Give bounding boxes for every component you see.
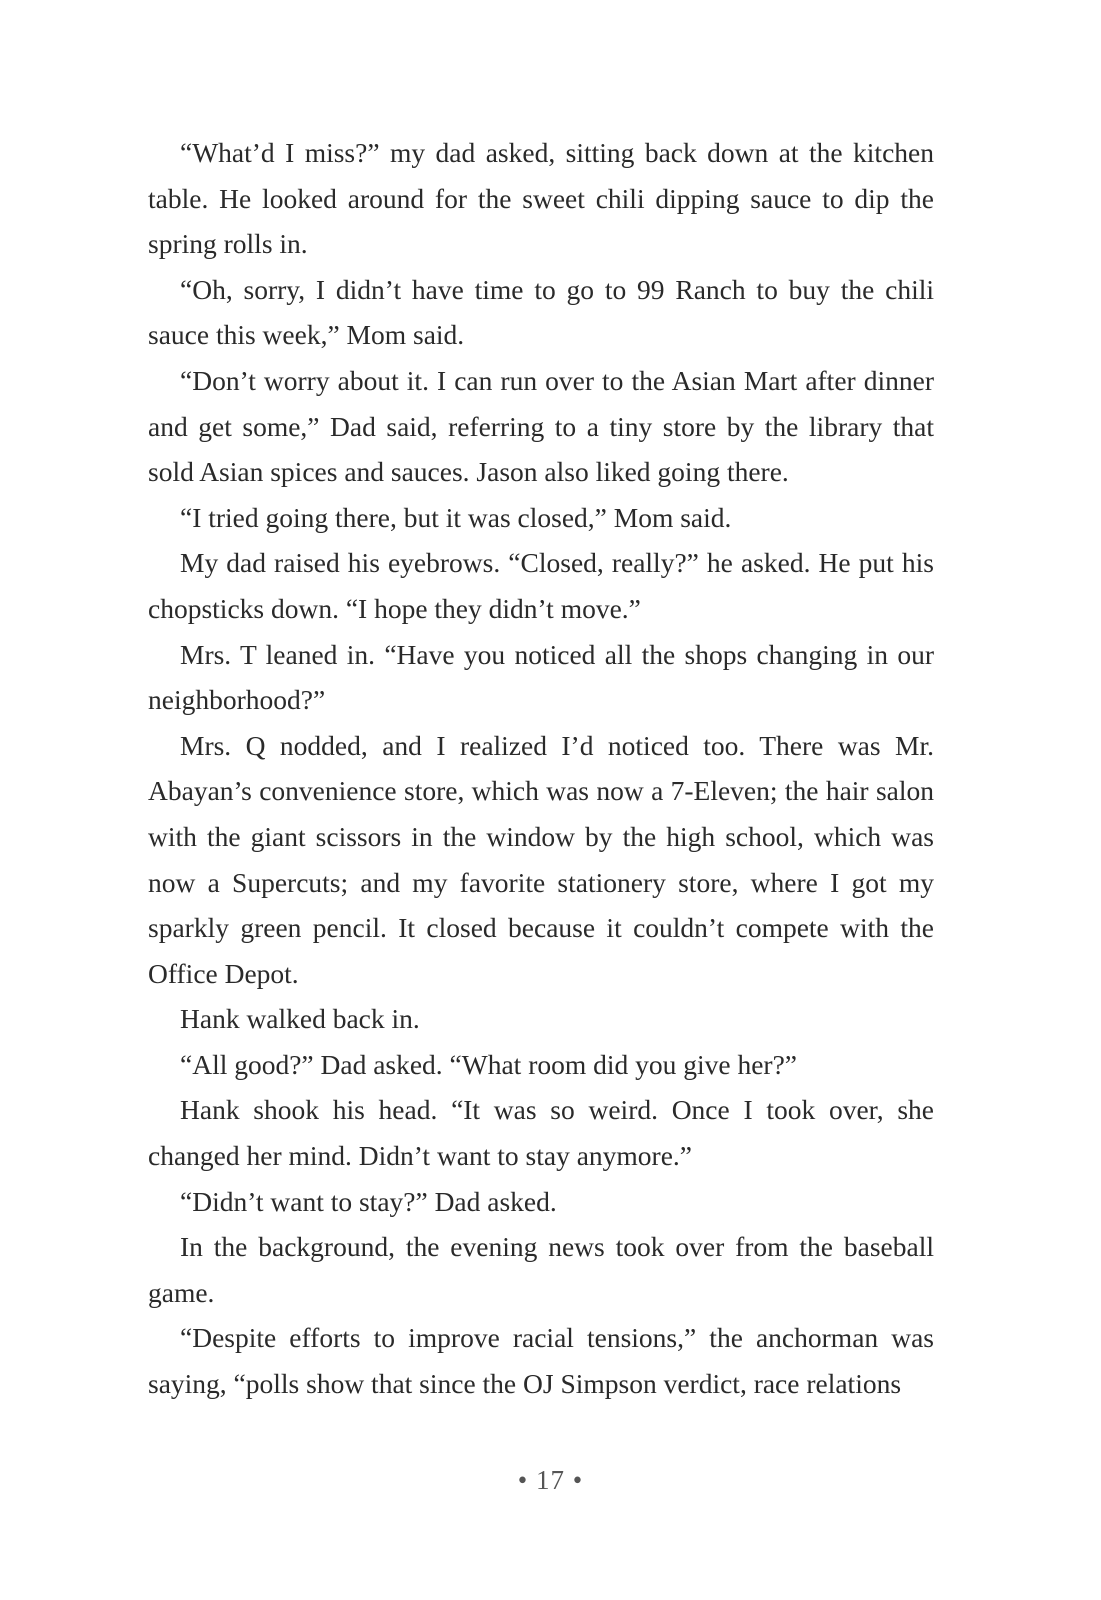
paragraph: “Don’t worry about it. I can run over to the Asian Mart after dinner and get some,” Dad said, referring to a tiny store by the library that sold Asian spices and sauces. Jason also liked going there. xyxy=(148,364,934,488)
paragraph: “What’d I miss?” my dad asked, sitting back down at the kitchen table. He looked around for the sweet chili dipping sauce to dip the spring rolls in. xyxy=(148,137,934,260)
paragraph: “All good?” Dad asked. “What room did you give her?” xyxy=(180,1048,798,1080)
page-number: • 17 • xyxy=(517,1465,584,1495)
paragraph: “I tried going there, but it was closed,” Mom said. xyxy=(180,501,732,533)
paragraph: “Despite efforts to improve racial tensions,” the anchorman was saying, “polls show that since the OJ Simpson verdict, race relations xyxy=(148,1322,934,1400)
paragraph: Mrs. T leaned in. “Have you noticed all the shops changing in our neighborhood?” xyxy=(148,638,934,716)
paragraph: “Oh, sorry, I didn’t have time to go to 99 Ranch to buy the chili sauce this week,” Mom said. xyxy=(148,273,934,351)
paragraph: In the background, the evening news took over from the baseball game. xyxy=(148,1231,934,1308)
paragraph: Hank walked back in. xyxy=(180,1003,420,1035)
paragraph: My dad raised his eyebrows. “Closed, really?” he asked. He put his chopsticks down. “I hope they didn’t move.” xyxy=(148,547,934,624)
paragraph: Hank shook his head. “It was so weird. Once I took over, she changed her mind. Didn’t want to stay anymore.” xyxy=(148,1094,934,1172)
body-text xyxy=(148,130,934,1407)
paragraph: “Didn’t want to stay?” Dad asked. xyxy=(180,1185,557,1217)
paragraph: Mrs. Q nodded, and I realized I’d noticed too. There was Mr. Abayan’s convenience store, which was now a 7-Eleven; the hair salon with the giant scissors in the window by the high school, which was now a Supercuts; and my favorite stationery store, where I got my sparkly green pencil. It closed because it couldn’t compete with the Office Depot. xyxy=(148,729,934,989)
